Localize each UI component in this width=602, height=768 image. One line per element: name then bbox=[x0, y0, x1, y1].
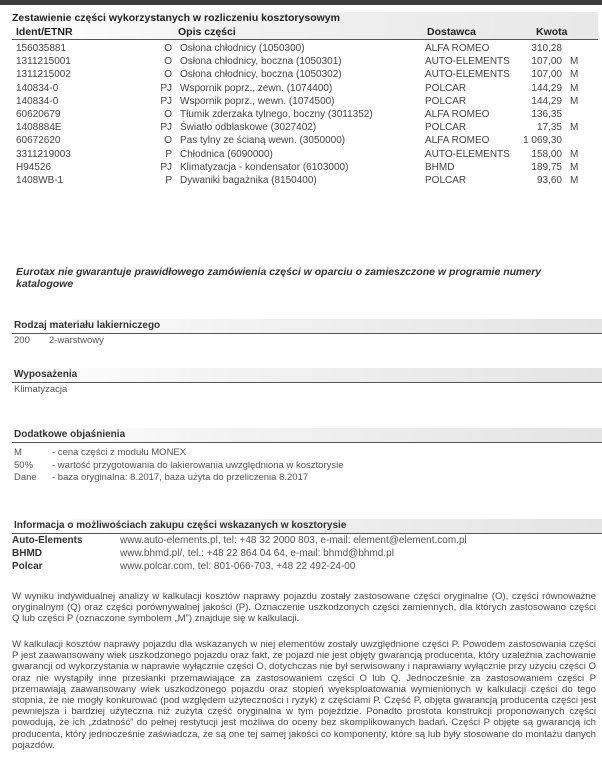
parts-section-title: Zestawienie części wykorzystanych w rozliczeniu kosztorysowym bbox=[12, 12, 598, 25]
part-type: O bbox=[164, 108, 172, 120]
part-flag: M bbox=[570, 69, 579, 81]
part-supplier: AUTO-ELEMENTS bbox=[425, 69, 510, 81]
supplier-contact: www.auto-elements.pl, tel: +48 32 2000 803, e-mail: element@element.com.pl bbox=[120, 535, 467, 546]
part-flag: M bbox=[570, 148, 579, 160]
part-amount: 144,29 bbox=[531, 95, 562, 107]
part-desc: Światło odblaskowe (3027402) bbox=[180, 122, 317, 134]
part-amount: 107,00 bbox=[531, 56, 562, 68]
explanation-value: - cena części z modułu MONEX bbox=[52, 447, 187, 458]
table-row bbox=[12, 42, 598, 55]
explanation-key: 50% bbox=[14, 459, 34, 471]
part-type: PJ bbox=[160, 82, 172, 94]
table-row bbox=[12, 95, 598, 108]
part-supplier: POLCAR bbox=[425, 122, 467, 134]
document-page bbox=[12, 6, 598, 751]
supplier-name: Auto-Elements bbox=[12, 535, 83, 546]
part-desc: Chłodnica (6090000) bbox=[180, 148, 273, 160]
part-ident: 140834-0 bbox=[16, 82, 59, 94]
part-desc: Osłona chłodnicy, boczna (1050302) bbox=[180, 69, 342, 81]
part-desc: Pas tylny ze ścianą wewn. (3050000) bbox=[180, 135, 346, 147]
purchase-info-section bbox=[12, 519, 602, 574]
explanation-row bbox=[12, 459, 602, 472]
part-ident: 1311215002 bbox=[16, 69, 71, 81]
supplier-row bbox=[12, 534, 602, 547]
part-supplier: AUTO-ELEMENTS bbox=[425, 148, 510, 160]
explanation-row bbox=[12, 446, 602, 459]
part-flag: M bbox=[570, 174, 579, 186]
part-flag: M bbox=[570, 122, 579, 134]
purchase-info-section-title: Informacja o możliwościach zakupu części wskazanych w kosztorysie bbox=[12, 519, 602, 534]
supplier-name: BHMD bbox=[12, 548, 42, 560]
explanations-section bbox=[12, 428, 602, 484]
part-amount: 158,00 bbox=[531, 148, 562, 160]
part-ident: H94526 bbox=[16, 161, 52, 173]
explanation-row bbox=[12, 471, 602, 484]
header-amount: Kwota bbox=[536, 26, 568, 38]
table-row bbox=[12, 121, 598, 134]
explanation-value: - baza oryginalna: 8.2017, baza użyta do przeliczenia 8.2017 bbox=[52, 472, 309, 483]
part-ident: 1408WB-1 bbox=[16, 174, 64, 186]
part-desc: Klimatyzacja - kondensator (6103000) bbox=[180, 161, 349, 173]
part-amount: 189,75 bbox=[531, 161, 562, 173]
part-ident: 60620679 bbox=[16, 108, 61, 120]
part-supplier: POLCAR bbox=[425, 174, 467, 186]
part-amount: 144,29 bbox=[531, 82, 562, 94]
part-amount: 1 069,30 bbox=[523, 135, 562, 147]
part-flag: M bbox=[570, 82, 579, 94]
scan-top-border bbox=[0, 0, 602, 5]
paint-section-title: Rodzaj materiału lakierniczego bbox=[12, 319, 602, 334]
table-row bbox=[12, 68, 598, 81]
part-supplier: ALFA ROMEO bbox=[425, 135, 490, 147]
part-flag: M bbox=[570, 161, 579, 173]
part-supplier: ALFA ROMEO bbox=[425, 43, 490, 54]
equipment-value: Klimatyzacja bbox=[14, 384, 68, 395]
eurotax-notice: Eurotax nie gwarantuje prawidłowego zamówienia części w oparciu o zamieszczone w programie numery katalogowe bbox=[16, 266, 542, 290]
table-row bbox=[12, 161, 598, 174]
part-amount: 136,35 bbox=[531, 108, 562, 120]
part-type: PJ bbox=[160, 122, 172, 134]
header-ident: Ident/ETNR bbox=[16, 26, 73, 38]
part-ident: 3311219003 bbox=[16, 148, 71, 160]
part-desc: Osłona chłodnicy (1050300) bbox=[180, 43, 305, 54]
part-amount: 107,00 bbox=[531, 69, 562, 81]
part-supplier: AUTO-ELEMENTS bbox=[425, 56, 510, 68]
header-supplier: Dostawca bbox=[427, 26, 477, 38]
parts-section bbox=[12, 12, 598, 187]
part-supplier: POLCAR bbox=[425, 95, 467, 107]
supplier-name: Polcar bbox=[12, 561, 43, 573]
parts-p-justification-paragraph: W kalkulacji kosztów naprawy pojazdu dla wskazanych w niej elementów zostały uwzględnione części P. Powodem zastosowania części P jest zaawansowany wiek uszkodzonego pojazdu oraz fakt, że pojazd nie jest objęty gwarancją producenta, który uzależnia zachowanie gwarancji od wykorzystania w naprawie wyłącznie części O, dotychczas nie był serwisowany i naprawiany wyłącznie przy użyciu części O oraz nie wystąpiły inne przesłanki przemawiające za zastosowaniem części O lub Q. Jednocześnie za zastosowaniem części P przemawiają zaawansowany wiek uszkodzonego pojazdu oraz stopień wyeksploatowania wymienionych w kalkulacji części do tego stopnia, że nie mogły konkurować (pod względem użyteczności i ryzyk) z częściami P. Część P, objęta gwarancją producenta części jest pewniejsza i bardziej użyteczna niż zużyta część oryginalna w tym pojeździe. Ponadto prostota konstrukcji proponowanych części powodują, że ich „zdatność” do pełnej restytucji jest możliwa do oceny bez skomplikowanych badań. Części P objęte są gwarancją ich producenta, który jednocześnie zaświadcza, że są one tej samej jakości co komponenty, które są lub były stosowane do montażu danych pojazdów. bbox=[12, 639, 596, 751]
supplier-row bbox=[12, 547, 602, 560]
part-ident: 140834-0 bbox=[16, 95, 59, 107]
part-supplier: ALFA ROMEO bbox=[425, 108, 490, 120]
part-desc: Wspornik poprz., zewn. (1074400) bbox=[180, 82, 333, 94]
part-flag: M bbox=[570, 56, 579, 68]
parts-table-header bbox=[12, 25, 598, 40]
part-type: PJ bbox=[160, 95, 172, 107]
paint-value: 2-warstwowy bbox=[49, 335, 104, 346]
explanation-key: M bbox=[14, 447, 22, 458]
table-row bbox=[12, 55, 598, 68]
supplier-row bbox=[12, 560, 602, 573]
part-desc: Wspornik poprz., wewn. (1074500) bbox=[180, 95, 335, 107]
equipment-row bbox=[12, 383, 602, 396]
part-flag: M bbox=[570, 95, 579, 107]
part-type: O bbox=[164, 135, 172, 147]
part-desc: Osłona chłodnicy, boczna (1050301) bbox=[180, 56, 342, 68]
equipment-section bbox=[12, 368, 602, 396]
part-ident: 1311215001 bbox=[16, 56, 71, 68]
paint-code: 200 bbox=[14, 335, 30, 346]
parts-policy-paragraph: W wyniku indywidualnej analizy w kalkulacji kosztów naprawy pojazdu zostały zastosowane części oryginalne (O), części równoważne oryginalnym (Q) oraz części porównywalnej jakości (P). Oznaczenie uszkodzonych części zamiennych, dla których zastosowano części Q lub części P (oznaczone symbolem „M”) znajduje się w kalkulacji. bbox=[12, 591, 596, 625]
part-ident: 1408884E bbox=[16, 122, 62, 134]
table-row bbox=[12, 174, 598, 187]
paint-section bbox=[12, 319, 602, 347]
table-row bbox=[12, 108, 598, 121]
part-desc: Dywaniki bagażnika (8150400) bbox=[180, 174, 317, 186]
explanations-section-title: Dodatkowe objaśnienia bbox=[12, 428, 602, 443]
explanation-key: Dane bbox=[14, 472, 37, 483]
part-amount: 17,35 bbox=[536, 122, 562, 134]
parts-table-body bbox=[12, 40, 598, 187]
part-type: O bbox=[164, 69, 172, 81]
explanation-value: - wartość przygotowania do lakierowania uwzględniona w kosztorysie bbox=[52, 459, 344, 471]
part-supplier: POLCAR bbox=[425, 82, 467, 94]
supplier-contact: www.bhmd.pl/, tel.: +48 22 864 04 64, e-mail: bhmd@bhmd.pl bbox=[120, 548, 394, 560]
table-row bbox=[12, 82, 598, 95]
table-row bbox=[12, 148, 598, 161]
part-type: O bbox=[164, 43, 172, 54]
part-ident: 156035881 bbox=[16, 43, 67, 54]
part-amount: 93,60 bbox=[536, 174, 562, 186]
part-ident: 60672620 bbox=[16, 135, 61, 147]
part-desc: Tłumik zderzaka tylnego, boczny (3011352) bbox=[180, 108, 373, 120]
part-type: O bbox=[164, 56, 172, 68]
part-type: PJ bbox=[160, 161, 172, 173]
table-row bbox=[12, 134, 598, 147]
part-type: P bbox=[165, 148, 172, 160]
part-supplier: BHMD bbox=[425, 161, 455, 173]
equipment-section-title: Wyposażenia bbox=[12, 368, 602, 383]
supplier-contact: www.polcar.com, tel: 801-066-703, +48 22 492-24-00 bbox=[120, 561, 356, 573]
part-amount: 310,28 bbox=[531, 43, 562, 54]
header-desc: Opis części bbox=[178, 26, 236, 38]
part-type: P bbox=[165, 174, 172, 186]
paint-row bbox=[12, 334, 602, 347]
